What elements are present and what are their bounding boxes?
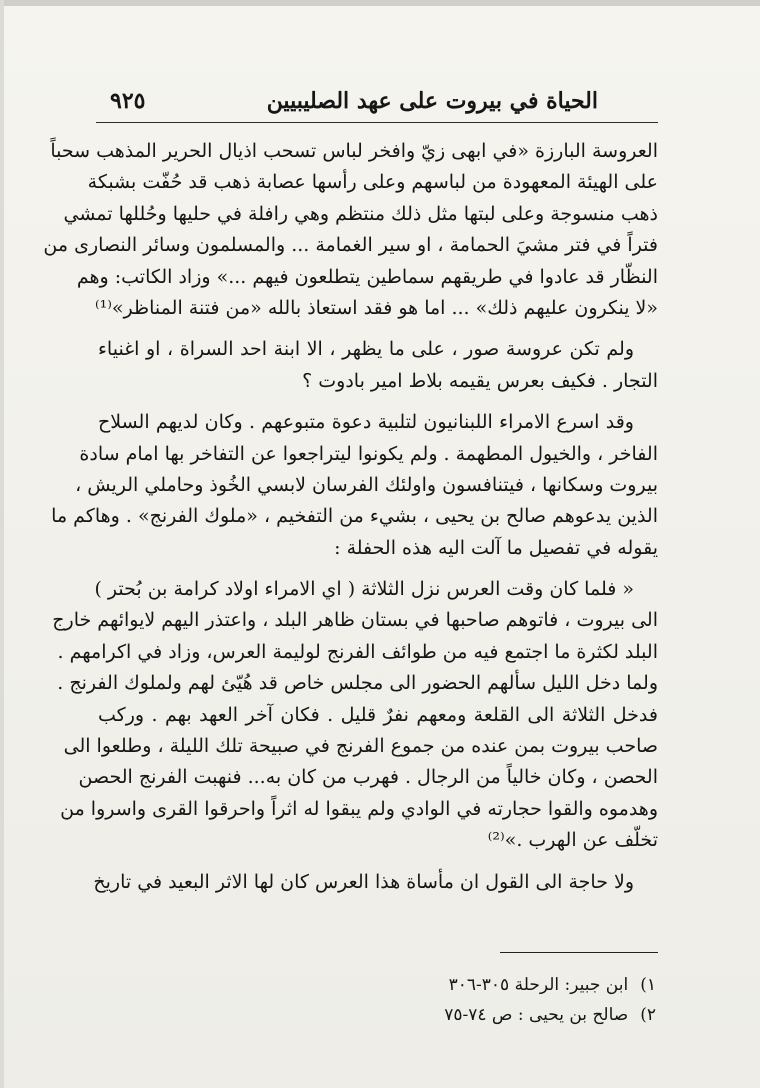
text-line: وقد اسرع الامراء اللبنانيون لتلبية دعوة متبوعهم . وكان لديهم السلاح — [98, 411, 634, 434]
footnote-separator — [500, 952, 658, 953]
running-header — [96, 88, 658, 123]
running-title: الحياة في بيروت على عهد الصليبيين — [266, 88, 598, 114]
text-line: « فلما كان وقت العرس نزل الثلاثة ( اي الامراء اولاد كرامة بن بُحتر ) — [94, 578, 634, 601]
text-line: العروسة البارزة «في ابهى زيّ وافخر لباس تسحب اذيال الحرير المذهب سحباً — [50, 140, 658, 162]
text-line: التجار . فكيف بعرس يقيمه بلاط امير بادوت ؟ — [302, 369, 658, 392]
footnote-1 — [444, 970, 656, 1000]
scan-edge-top — [0, 0, 760, 6]
text-line: الحصن ، وكان خالياً من الرجال . فهرب من كان به... فنهبت الفرنج الحصن — [78, 766, 658, 789]
text-line: صاحب بيروت بمن عنده من جموع الفرنج في صبيحة تلك الليلة ، وطلعوا الى — [63, 735, 658, 758]
footnote-2 — [444, 1000, 656, 1030]
text-line: يقوله في تفصيل ما آلت اليه هذه الحفلة : — [334, 536, 658, 559]
text-line: فتراً في فتر مشيَ الحمامة ، او سير الغمامة ... والمسلمون وسائر النصارى من — [43, 234, 658, 257]
scan-edge-left — [0, 0, 4, 1088]
text-line: الذين يدعوهم صالح بن يحيى ، بشيء من التفخيم ، «ملوك الفرنج» . وهاكم ما — [51, 505, 658, 528]
text-line: الى بيروت ، فاتوهم صاحبها في بستان ظاهر البلد ، واعتذر اليهم لايوائهم خارج — [52, 609, 658, 632]
text-line: فدخل الثلاثة الى القلعة ومعهم نفرٌ قليل . فكان آخر العهد بهم . وركب — [98, 703, 658, 726]
footnote-number: ١) — [640, 975, 656, 995]
page-number: ٩٢٥ — [110, 88, 146, 114]
text-line: الفاخر ، والخيول المطهمة . ولم يكونوا ليتراجعوا عن التفاخر بها امام سادة — [79, 442, 658, 465]
body-text — [43, 136, 658, 898]
footnotes — [444, 970, 656, 1030]
footnote-text: صالح بن يحيى : ص ٧٤-٧٥ — [444, 1005, 629, 1025]
text-line: ذهب منسوجة وعلى لبتها مثل ذلك منتظم وهي رافلة في حليها وحُللها تمشي — [63, 202, 658, 225]
text-line: ولم تكن عروسة صور ، على ما يظهر ، الا ابنة احد السراة ، او اغنياء — [98, 338, 634, 361]
text-line: البلد لكثرة ما اجتمع فيه من طوائف الفرنج لوليمة العرس، وزاد في اكرامهم . — [57, 640, 658, 663]
footnote-text: ابن جبير: الرحلة ٣٠٥-٣٠٦ — [448, 975, 629, 995]
text-line: بيروت وسكانها ، فيتنافسون واولئك الفرسان لابسي الخُوذ وحاملي الريش ، — [75, 473, 658, 496]
text-line: ولما دخل الليل سألهم الحضور الى مجلس خاص قد هُيّئ لهم ولملوك الفرنج . — [57, 672, 658, 695]
text-line: النظّار قد عادوا في طريقهم سماطين يتطلعون فيهم ...» وزاد الكاتب: وهم — [76, 265, 658, 288]
footnote-number: ٢) — [640, 1005, 656, 1025]
text-line: ولا حاجة الى القول ان مأساة هذا العرس كان لها الاثر البعيد في تاريخ — [93, 870, 634, 893]
text-line: وهدموه والقوا حجارته في الوادي ولم يبقوا له اثراً واحرقوا القرى واسروا من — [60, 797, 658, 820]
text-line: تخلّف عن الهرب .»⁽²⁾ — [487, 829, 658, 852]
text-line: على الهيئة المعهودة من لباسهم وعلى رأسها عصابة ذهب قد حُفّت بشبكة — [87, 171, 658, 194]
text-line: «لا ينكرون عليهم ذلك» ... اما هو فقد استعاذ بالله «من فتنة المناظر»⁽¹⁾ — [94, 296, 658, 319]
